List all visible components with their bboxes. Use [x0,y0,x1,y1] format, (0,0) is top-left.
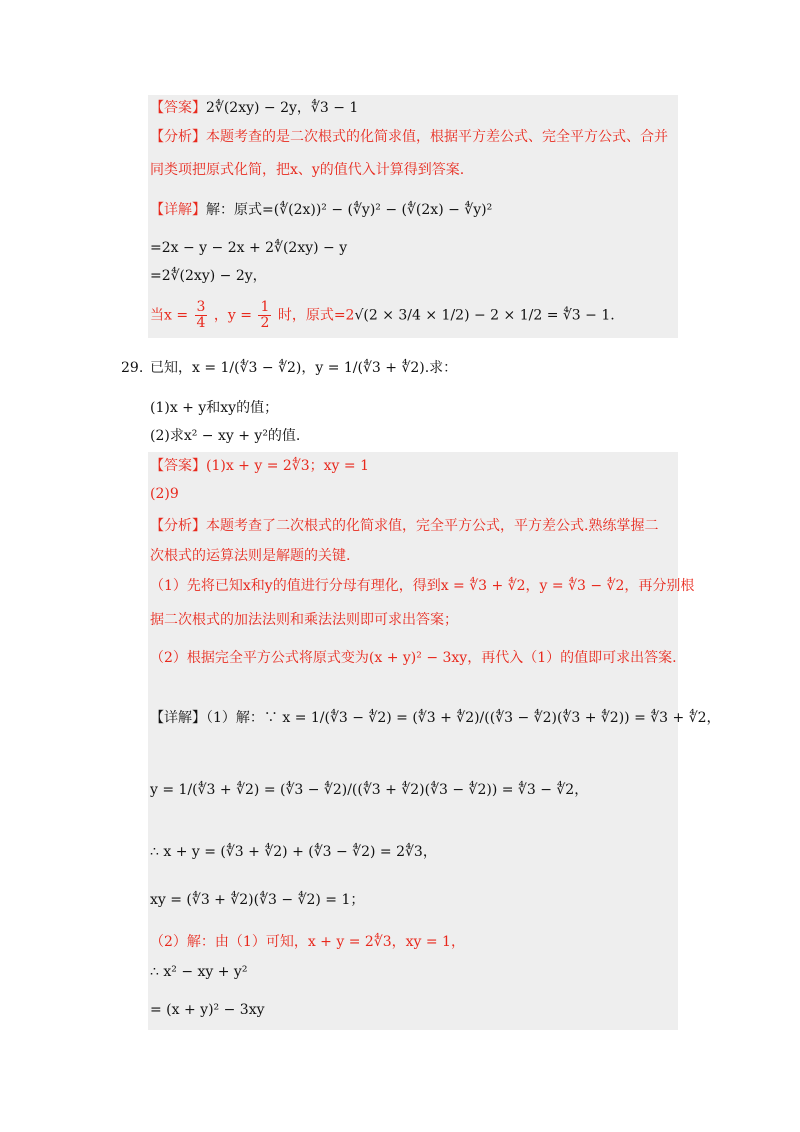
analysis2-text-4: 据二次根式的加法法则和乘法法则即可求出答案； [150,612,458,628]
analysis2-line-1 [150,516,658,536]
detail-text-4b: ，y = [213,307,252,324]
detail-line-4 [150,300,615,331]
question-number: 29. [121,360,144,376]
analysis-text-2: 同类项把原式化简，把x、y的值代入计算得到答案. [150,162,465,178]
detail2-text-6: ∴ x² − xy + y² [150,964,248,980]
detail-line-3 [150,266,267,286]
analysis2-line-3 [150,576,694,596]
detail2-line-1 [150,708,721,728]
answer-line-1 [150,98,358,118]
detail2-line-6 [150,962,247,982]
detail2-line-3 [150,842,437,862]
answer-line-2b [150,484,179,504]
answer-line-2a [150,456,369,476]
detail2-line-7 [150,1000,265,1020]
answer-text-2b: (2)9 [150,486,179,502]
detail2-line-5 [150,932,465,952]
detail2-text-7: = (x + y)² − 3xy [150,1002,265,1018]
detail-text-1: 解：原式=(∜(2x))² − (∜y)² − (∜(2x) − ∜y)² [206,202,493,218]
analysis-line-2 [150,160,464,180]
question-part-2-text: (2)求x² − xy + y²的值. [150,428,301,444]
answer-text-2a: 【答案】(1)x + y = 2∜3；xy = 1 [150,458,369,474]
detail-line-1 [150,200,492,220]
question-part-2 [150,426,300,446]
detail2-text-1: 【详解】（1）解：∵ x = 1/(∜3 − ∜2) = (∜3 + ∜2)/((∜3 − ∜2)(∜3 + ∜2)) = ∜3 + ∜2， [150,710,721,726]
fraction-1-2: $\frac{1}{2}$ [260,299,270,331]
answer-tag: 【答案】 [150,100,206,116]
question-part-1-text: (1)x + y和xy的值； [150,400,279,416]
detail2-line-2 [150,780,588,800]
detail-text-3: =2∜(2xy) − 2y， [150,268,267,284]
analysis2-line-2 [150,546,350,566]
analysis-tag: 【分析】 [150,129,206,145]
detail2-text-3: ∴ x + y = (∜3 + ∜2) + (∜3 − ∜2) = 2∜3， [150,844,437,860]
analysis2-text-1: 【分析】本题考查了二次根式的化简求值，完全平方公式，平方差公式.熟练掌握二 [150,518,659,534]
detail2-text-2: y = 1/(∜3 + ∜2) = (∜3 − ∜2)/((∜3 + ∜2)(∜3 − ∜2)) = ∜3 − ∜2， [150,782,589,798]
detail-text-4c: 时，原式=2 [277,307,355,324]
detail-text-4a: 当x = [150,307,189,324]
detail2-line-4 [150,890,364,910]
detail2-text-5: （2）解：由（1）可知，x + y = 2∜3，xy = 1， [150,934,465,950]
detail-text-4d: √(2 × 3/4 × 1/2) − 2 × 1/2 = ∜3 − 1. [354,307,615,324]
question-stem-text: 已知，x = 1/(∜3 − ∜2)，y = 1/(∜3 + ∜2).求： [150,360,458,376]
analysis-line-1 [150,127,668,147]
answer-value: 2∜(2xy) − 2y，∜3 − 1 [206,100,359,116]
analysis2-text-3: （1）先将已知x和y的值进行分母有理化，得到x = ∜3 + ∜2，y = ∜3 − ∜2，再分别根 [150,578,695,594]
question-stem [150,358,457,378]
analysis2-text-5: （2）根据完全平方公式将原式变为(x + y)² − 3xy，再代入（1）的值即可求出答案. [150,650,677,666]
question-part-1 [150,398,278,418]
analysis2-text-2: 次根式的运算法则是解题的关键. [150,548,351,564]
detail-tag: 【详解】 [150,202,206,218]
detail2-text-4: xy = (∜3 + ∜2)(∜3 − ∜2) = 1； [150,892,365,908]
analysis2-line-4 [150,610,458,630]
detail-line-2 [150,238,347,258]
analysis-text-1: 本题考查的是二次根式的化简求值，根据平方差公式、完全平方公式、合并 [206,129,668,145]
detail-text-2: =2x − y − 2x + 2∜(2xy) − y [150,240,348,256]
fraction-3-4: $\frac{3}{4}$ [196,299,206,331]
analysis2-line-5 [150,648,677,668]
